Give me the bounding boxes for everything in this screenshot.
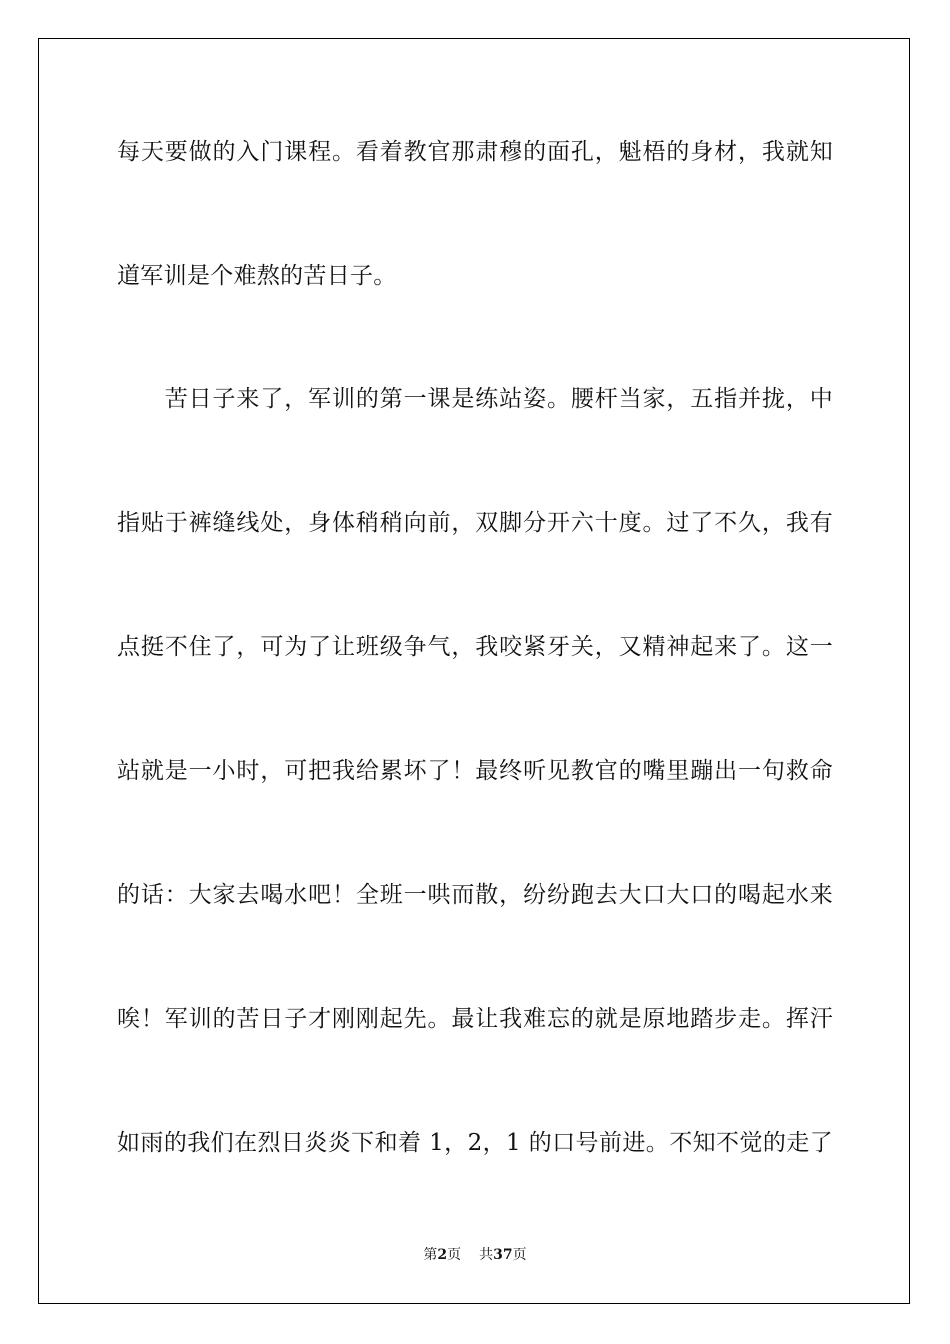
total-suffix: 页 [512, 1247, 527, 1263]
page-number: 2 [437, 1247, 448, 1263]
body-text-line: 苦日子来了，军训的第一课是练站姿。腰杆当家，五指并拢，中 [117, 386, 833, 412]
body-text-line: 指贴于裤缝线处，身体稍稍向前，双脚分开六十度。过了不久，我有 [117, 510, 833, 536]
page-suffix: 页 [447, 1247, 462, 1263]
body-text-line: 点挺不住了，可为了让班级争气，我咬紧牙关，又精神起来了。这一 [117, 634, 833, 660]
body-text-line: 唉！军训的苦日子才刚刚起先。最让我难忘的就是原地踏步走。挥汗 [117, 1006, 833, 1032]
body-text-line: 站就是一小时，可把我给累坏了！最终听见教官的嘴里蹦出一句救命 [117, 758, 833, 784]
total-prefix: 共 [479, 1247, 494, 1263]
body-text-line: 道军训是个难熬的苦日子。 [117, 263, 397, 289]
page-border [38, 38, 910, 1304]
total-pages: 37 [493, 1247, 513, 1263]
page-footer [0, 1246, 950, 1264]
body-text-line: 每天要做的入门课程。看着教官那肃穆的面孔，魁梧的身材，我就知 [117, 139, 833, 165]
body-text-line: 的话：大家去喝水吧！全班一哄而散，纷纷跑去大口大口的喝起水来 [117, 882, 833, 908]
page-prefix: 第 [423, 1247, 438, 1263]
body-text-line: 如雨的我们在烈日炎炎下和着 1，2，1 的口号前进。不知不觉的走了 [117, 1130, 833, 1156]
